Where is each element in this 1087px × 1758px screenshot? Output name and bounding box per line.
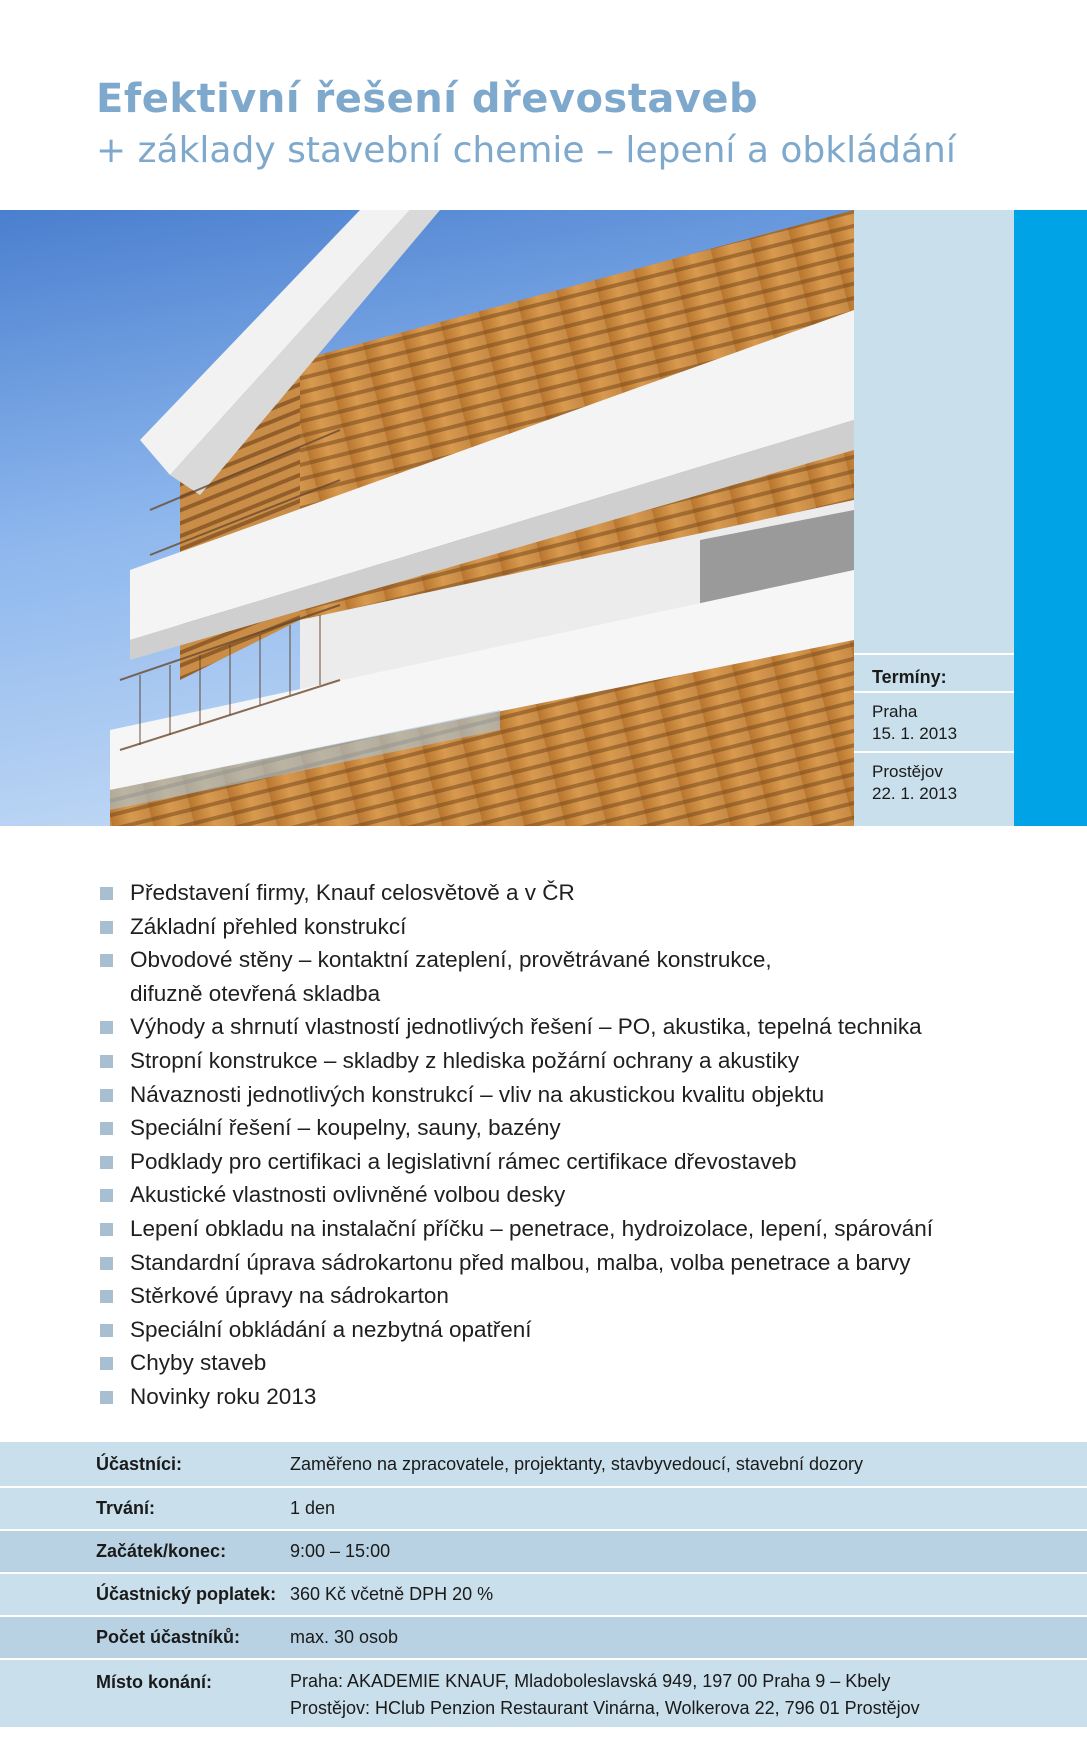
square-bullet-icon xyxy=(100,1089,113,1102)
list-item: Podklady pro certifikaci a legislativní rámec certifikace dřevostaveb xyxy=(96,1145,1056,1179)
list-item: Lepení obkladu na instalační příčku – penetrace, hydroizolace, lepení, spárování xyxy=(96,1212,1056,1246)
accent-bar xyxy=(1014,210,1087,826)
count-value: max. 30 osob xyxy=(290,1627,399,1647)
venue-label: Místo konání: xyxy=(96,1672,212,1692)
time-label: Začátek/konec: xyxy=(96,1541,227,1561)
venue-line-praha: Praha: AKADEMIE KNAUF, Mladoboleslavská 949, 197 00 Praha 9 – Kbely xyxy=(290,1671,891,1691)
info-table xyxy=(0,1440,1087,1727)
fee-label: Účastnický poplatek: xyxy=(96,1584,277,1604)
list-item: Výhody a shrnutí vlastností jednotlivých řešení – PO, akustika, tepelná technika xyxy=(96,1010,1056,1044)
page-subtitle: + základy stavební chemie – lepení a obkládání xyxy=(96,130,956,171)
list-item: Standardní úprava sádrokartonu před malbou, malba, volba penetrace a barvy xyxy=(96,1246,1056,1280)
dates-panel xyxy=(854,210,1014,826)
table-row xyxy=(0,1529,1087,1572)
square-bullet-icon xyxy=(100,1324,113,1337)
dates-heading: Termíny: xyxy=(872,667,947,687)
date-value: 22. 1. 2013 xyxy=(872,784,958,803)
square-bullet-icon xyxy=(100,1357,113,1370)
table-row xyxy=(0,1572,1087,1615)
list-item: Obvodové stěny – kontaktní zateplení, provětrávané konstrukce, xyxy=(96,943,1056,977)
table-row xyxy=(0,1658,1087,1727)
square-bullet-icon xyxy=(100,1391,113,1404)
building-facade-photo xyxy=(0,210,854,826)
table-row xyxy=(0,1440,1087,1486)
square-bullet-icon xyxy=(100,921,113,934)
time-value: 9:00 – 15:00 xyxy=(290,1541,391,1561)
table-row xyxy=(0,1486,1087,1529)
participants-value: Zaměřeno na zpracovatele, projektanty, stavbyvedoucí, stavební dozory xyxy=(290,1454,863,1474)
square-bullet-icon xyxy=(100,1189,113,1202)
date-value: 15. 1. 2013 xyxy=(872,724,958,743)
date-city: Prostějov xyxy=(872,762,943,781)
list-item: Novinky roku 2013 xyxy=(96,1380,1056,1414)
square-bullet-icon xyxy=(100,1156,113,1169)
list-item: Představení firmy, Knauf celosvětově a v ČR xyxy=(96,876,1056,910)
list-item: Akustické vlastnosti ovlivněné volbou desky xyxy=(96,1178,1056,1212)
date-city: Praha xyxy=(872,702,918,721)
list-item-continuation: difuzně otevřená skladba xyxy=(130,980,381,1006)
dates-block xyxy=(854,653,1014,811)
square-bullet-icon xyxy=(100,1257,113,1270)
page-title: Efektivní řešení dřevostaveb xyxy=(96,76,759,122)
duration-value: 1 den xyxy=(290,1498,336,1518)
list-item: Stropní konstrukce – skladby z hlediska požární ochrany a akustiky xyxy=(96,1044,1056,1078)
participants-label: Účastníci: xyxy=(96,1454,183,1474)
square-bullet-icon xyxy=(100,1223,113,1236)
page-header xyxy=(96,72,1056,176)
date-entry-praha xyxy=(854,693,1014,751)
venue-line-prostejov: Prostějov: HClub Penzion Restaurant Vinárna, Wolkerova 22, 796 01 Prostějov xyxy=(290,1698,920,1718)
list-item: Chyby staveb xyxy=(96,1346,1056,1380)
list-item: Návaznosti jednotlivých konstrukcí – vliv na akustickou kvalitu objektu xyxy=(96,1078,1056,1112)
square-bullet-icon xyxy=(100,1055,113,1068)
list-item: Základní přehled konstrukcí xyxy=(96,910,1056,944)
fee-value: 360 Kč včetně DPH 20 % xyxy=(290,1584,494,1604)
count-label: Počet účastníků: xyxy=(96,1627,241,1647)
square-bullet-icon xyxy=(100,954,113,967)
duration-label: Trvání: xyxy=(96,1498,156,1518)
date-entry-prostejov xyxy=(854,753,1014,811)
list-item: Stěrkové úpravy na sádrokarton xyxy=(96,1279,1056,1313)
square-bullet-icon xyxy=(100,887,113,900)
table-row xyxy=(0,1615,1087,1658)
square-bullet-icon xyxy=(100,1122,113,1135)
square-bullet-icon xyxy=(100,1290,113,1303)
square-bullet-icon xyxy=(100,1021,113,1034)
list-item: Speciální řešení – koupelny, sauny, bazény xyxy=(96,1111,1056,1145)
list-item: Speciální obkládání a nezbytná opatření xyxy=(96,1313,1056,1347)
topics-list xyxy=(96,876,1056,1414)
